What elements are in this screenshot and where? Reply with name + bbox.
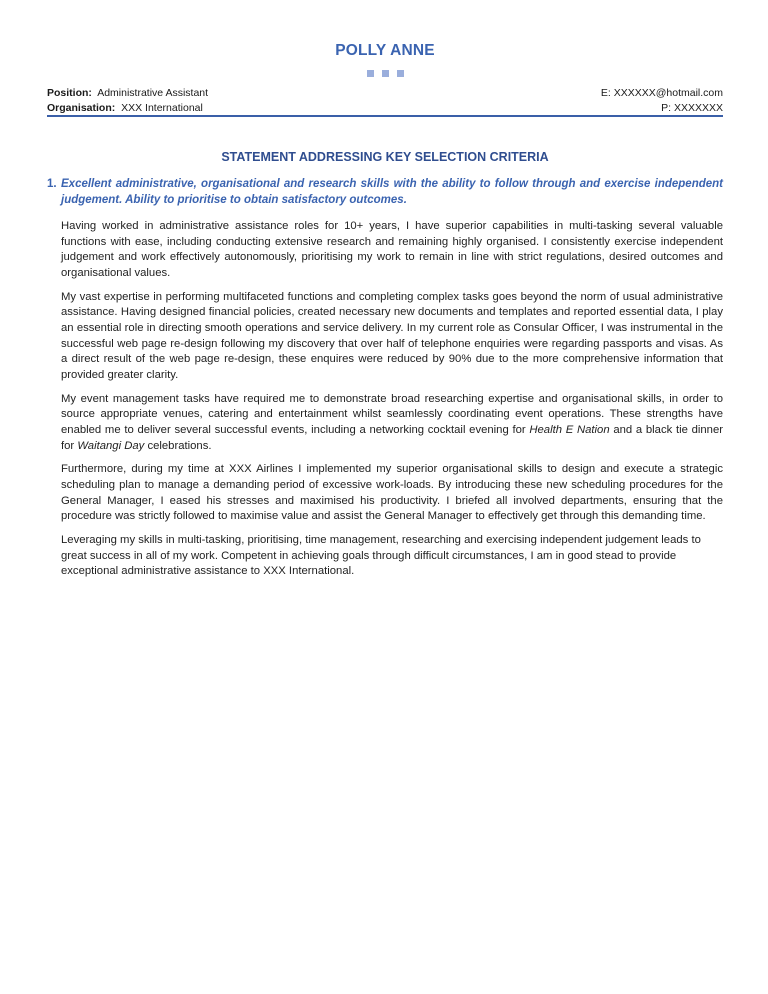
paragraph-1: Having worked in administrative assistance roles for 10+ years, I have superior capabilities in multi-tasking several valuable functions with ease, including conducting extensive research and remaining highly organised. I consistently exercise independent judgement and work effectively autonomously, prioritising my work to remain in line with strict regulations, desired outcomes and organisational values. — [61, 220, 723, 279]
selection-criterion — [47, 177, 723, 208]
paragraph-3-part-b: and a black tie dinner for — [61, 423, 723, 452]
paragraph-5: Leveraging my skills in multi-tasking, prioritising, time management, researching and exercising independent judgement leads to great success in all of my work. Competent in achieving goals through difficult circumstances, I am in good stead to provide exceptional administrative assistance to XXX International. — [61, 534, 701, 578]
organisation-value: XXX International — [121, 101, 203, 114]
applicant-name: POLLY ANNE — [335, 42, 435, 59]
position-value: Administrative Assistant — [97, 87, 209, 99]
paragraph-3 — [61, 392, 723, 454]
event-name-waitangi-day: Waitangi Day — [77, 439, 145, 452]
criterion-text: Excellent administrative, organisational and research skills with the ability to follow through and exercise independent judgement. Ability to prioritise to obtain satisfactory outcomes. — [61, 178, 723, 206]
position-details — [47, 86, 208, 115]
square-dot-icon — [382, 70, 389, 77]
phone: P: XXXXXXX — [661, 101, 723, 114]
document-title: STATEMENT ADDRESSING KEY SELECTION CRITERIA — [221, 150, 549, 164]
response-body — [61, 219, 723, 588]
event-name-health-e-nation: Health E Nation — [529, 423, 610, 436]
organisation-label: Organisation: — [47, 101, 116, 114]
position-line — [47, 86, 208, 101]
decorative-dots — [47, 70, 723, 77]
square-dot-icon — [397, 70, 404, 77]
position-label: Position: — [47, 87, 92, 99]
criterion-number: 1. — [47, 178, 57, 190]
paragraph-2: My vast expertise in performing multifaceted functions and completing complex tasks goes beyond the norm of usual administrative assistance. Having designed financial policies, created necessary new documents and templates and reported essential data, I play an essential role in directing smooth operations and service delivery. In my current role as Consular Officer, I was instrumental in the successful web page re-design following my discovery that over half of telephone enquiries were regarding passports and visas. As a direct result of the web page re-design, these enquires were reduced by 90% due to the more comprehensive information that provided greater clarity. — [61, 290, 723, 381]
email: E: XXXXXX@hotmail.com — [600, 87, 723, 99]
paragraph-4: Furthermore, during my time at XXX Airlines I implemented my superior organisational skills to design and execute a strategic scheduling plan to manage a demanding period of excessive work-loads. By introducing these new scheduling procedures for the General Manager, I eased his stresses and maximised his productivity. I briefed all involved departments, ensuring that the procedure was strictly followed to maximise value and assist the General Manager to effectively get through this demanding time. — [61, 463, 723, 523]
header-divider — [47, 115, 723, 117]
contact-details — [601, 86, 723, 115]
square-dot-icon — [367, 70, 374, 77]
paragraph-3-part-a: My event management tasks have required me to demonstrate broad researching expertise and organisational skills, in order to source appropriate venues, catering and entertainment whilst seamlessly coordinating event operations. These strengths have enabled me to deliver several successful events, including a networking cocktail evening for — [61, 392, 723, 436]
organisation-line — [47, 101, 208, 116]
paragraph-3-part-c: celebrations. — [144, 439, 212, 452]
